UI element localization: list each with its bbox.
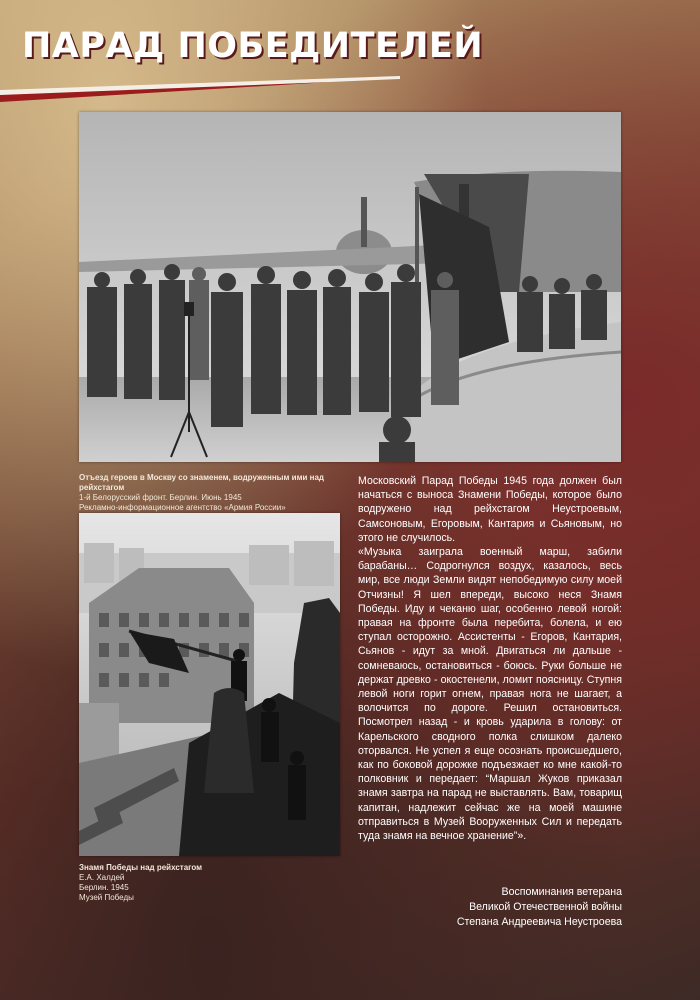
article-signature	[420, 885, 622, 930]
signature-line: Великой Отечественной войны	[469, 901, 622, 913]
title-underline-swoosh	[0, 74, 400, 104]
article-body	[358, 474, 622, 843]
photo1-caption-line: Рекламно-информационное агентство «Армия России»	[79, 503, 286, 512]
photo2-caption-title: Знамя Победы над рейхстагом	[79, 863, 203, 872]
article-paragraph-quote: «Музыка заиграла военный марш, забили барабаны… Содрогнулся воздух, казалось, весь мир, все люди Земли видят непобедимую силу моей Отчизны! Я шел впереди, высоко неся Знамя Победы. Иду и чеканю шаг, особенно левой ногой: правая на фронте была перебита, болела, и ею ступал осторожно. Ассистенты - Егоров, Кантария, Сьянов - идут за мной. Двигаться ли дальше - сомневаюсь, остановиться - боюсь. Руки больше не держат древко - окостенели, ломит поясницу. Ступня левой ноги горит огнем, правая нога не шагает, а волочится по дороге. Решил остановиться. Посмотрел назад - и кровь ударила в голову: от Карельского сводного полка слишком далеко оторвался. Не успел я еще осознать происшедшего, как по боковой дорожке подъезжает ко мне какой-то полковник и передает: “Маршал Жуков приказал знамя завтра на парад не выставлять. Вам, товарищ капитан, надлежит сейчас же на моей машине отправиться в Музей Вооруженных Сил и передать туда знамя на вечное хранение”».	[358, 546, 622, 843]
page-title: ПАРАД ПОБЕДИТЕЛЕЙ	[22, 26, 484, 66]
signature-line: Воспоминания ветерана	[501, 886, 622, 898]
photo1-caption-line: 1-й Белорусский фронт. Берлин. Июнь 1945	[79, 493, 242, 502]
signature-line: Степана Андреевича Неустроева	[456, 916, 622, 928]
photo-victory-banner-reichstag	[79, 513, 340, 856]
photo1-caption-title: Отъезд героев в Москву со знаменем, водруженным ими над рейхстагом	[79, 473, 324, 492]
photo2-caption-line: Музей Победы	[79, 893, 134, 902]
photo2-caption-line: Берлин. 1945	[79, 883, 129, 892]
article-paragraph: Московский Парад Победы 1945 года должен был начаться с выноса Знамени Победы, которое было водружено над рейхстагом Неустроевым, Самсоновым, Егоровым, Кантария и Сьяновым, но этого не случилось.	[358, 475, 622, 544]
photo2-caption	[79, 863, 339, 903]
photo1-caption	[79, 473, 349, 513]
photo2-caption-line: Е.А. Халдей	[79, 873, 125, 882]
photo-heroes-with-banner	[79, 112, 621, 462]
